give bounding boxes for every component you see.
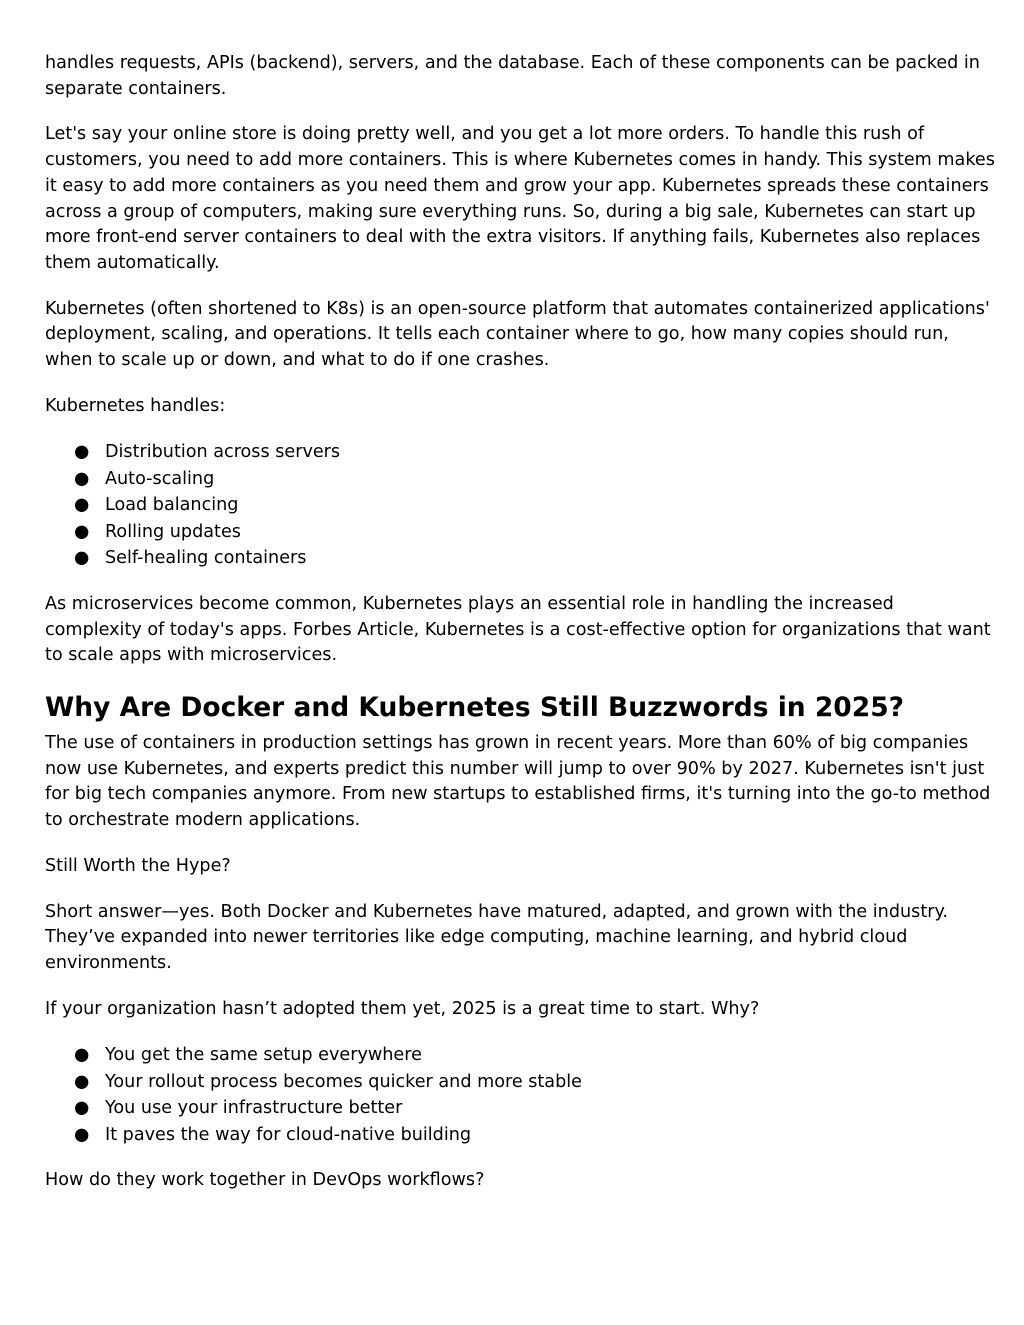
paragraph-devops-workflows: How do they work together in DevOps workflows?: [45, 1170, 485, 1191]
bullet-icon: ●: [74, 1071, 90, 1092]
paragraph-components: handles requests, APIs (backend), servers, and the database. Each of these components can be packed in separate containers.: [45, 53, 980, 99]
list-item-text: Self-healing containers: [105, 548, 307, 569]
list-item: [45, 519, 995, 546]
section-heading: Why Are Docker and Kubernetes Still Buzzwords in 2025?: [45, 692, 904, 724]
list-item: [45, 1095, 995, 1122]
bullet-icon: ●: [74, 521, 90, 542]
list-item-text: It paves the way for cloud-native building: [105, 1124, 472, 1145]
paragraph-online-store: Let's say your online store is doing pretty well, and you get a lot more orders. To handle this rush of customers, you need to add more containers. This is where Kubernetes comes in handy. This system makes it easy to add more containers as you need them and grow your app. Kubernetes spreads these containers across a group of computers, making sure everything runs. So, during a big sale, Kubernetes can start up more front-end server containers to deal with the extra visitors. If anything fails, Kubernetes also replaces them automatically.: [45, 124, 995, 273]
document-page: [45, 51, 995, 1214]
list-item-text: Auto-scaling: [105, 468, 215, 489]
paragraph-why-2025: If your organization hasn’t adopted them yet, 2025 is a great time to start. Why?: [45, 998, 760, 1019]
bullet-icon: ●: [74, 442, 90, 463]
bullet-icon: ●: [74, 1124, 90, 1145]
list-item-text: Load balancing: [105, 495, 239, 516]
paragraph-microservices: As microservices become common, Kubernetes plays an essential role in handling the increased complexity of today's apps. Forbes Article, Kubernetes is a cost-effective option for organizations that want to scale apps with microservices.: [45, 593, 991, 666]
list-item: [45, 492, 995, 519]
list-item-text: You get the same setup everywhere: [105, 1045, 422, 1066]
list-item: [45, 1122, 995, 1149]
kubernetes-features-list: [45, 439, 995, 572]
paragraph-kubernetes-definition: Kubernetes (often shortened to K8s) is an open-source platform that automates containerized applications' deployment, scaling, and operations. It tells each container where to go, how many copies should run, when to scale up or down, and what to do if one crashes.: [45, 298, 990, 371]
list-item: [45, 439, 995, 466]
list-item: [45, 1042, 995, 1069]
paragraph-still-worth-hype: Still Worth the Hype?: [45, 855, 231, 876]
bullet-icon: ●: [74, 548, 90, 569]
bullet-icon: ●: [74, 1098, 90, 1119]
paragraph-short-answer: Short answer—yes. Both Docker and Kubernetes have matured, adapted, and grown with the industry. They’ve expanded into newer territories like edge computing, machine learning, and hybrid cloud environments.: [45, 901, 948, 973]
list-item: [45, 1069, 995, 1096]
benefits-list: [45, 1042, 995, 1148]
list-item-text: You use your infrastructure better: [105, 1098, 403, 1119]
list-item: [45, 466, 995, 493]
list-item-text: Rolling updates: [105, 521, 241, 542]
paragraph-container-adoption: The use of containers in production settings has grown in recent years. More than 60% of big companies now use Kubernetes, and experts predict this number will jump to over 90% by 2027. Kubernetes isn't just for big tech companies anymore. From new startups to established firms, it's turning into the go-to method to orchestrate modern applications.: [45, 733, 991, 831]
bullet-icon: ●: [74, 495, 90, 516]
bullet-icon: ●: [74, 1045, 90, 1066]
bullet-icon: ●: [74, 468, 90, 489]
paragraph-kubernetes-handles: Kubernetes handles:: [45, 395, 226, 416]
list-item-text: Distribution across servers: [105, 442, 341, 463]
list-item-text: Your rollout process becomes quicker and more stable: [105, 1071, 582, 1092]
list-item: [45, 545, 995, 572]
